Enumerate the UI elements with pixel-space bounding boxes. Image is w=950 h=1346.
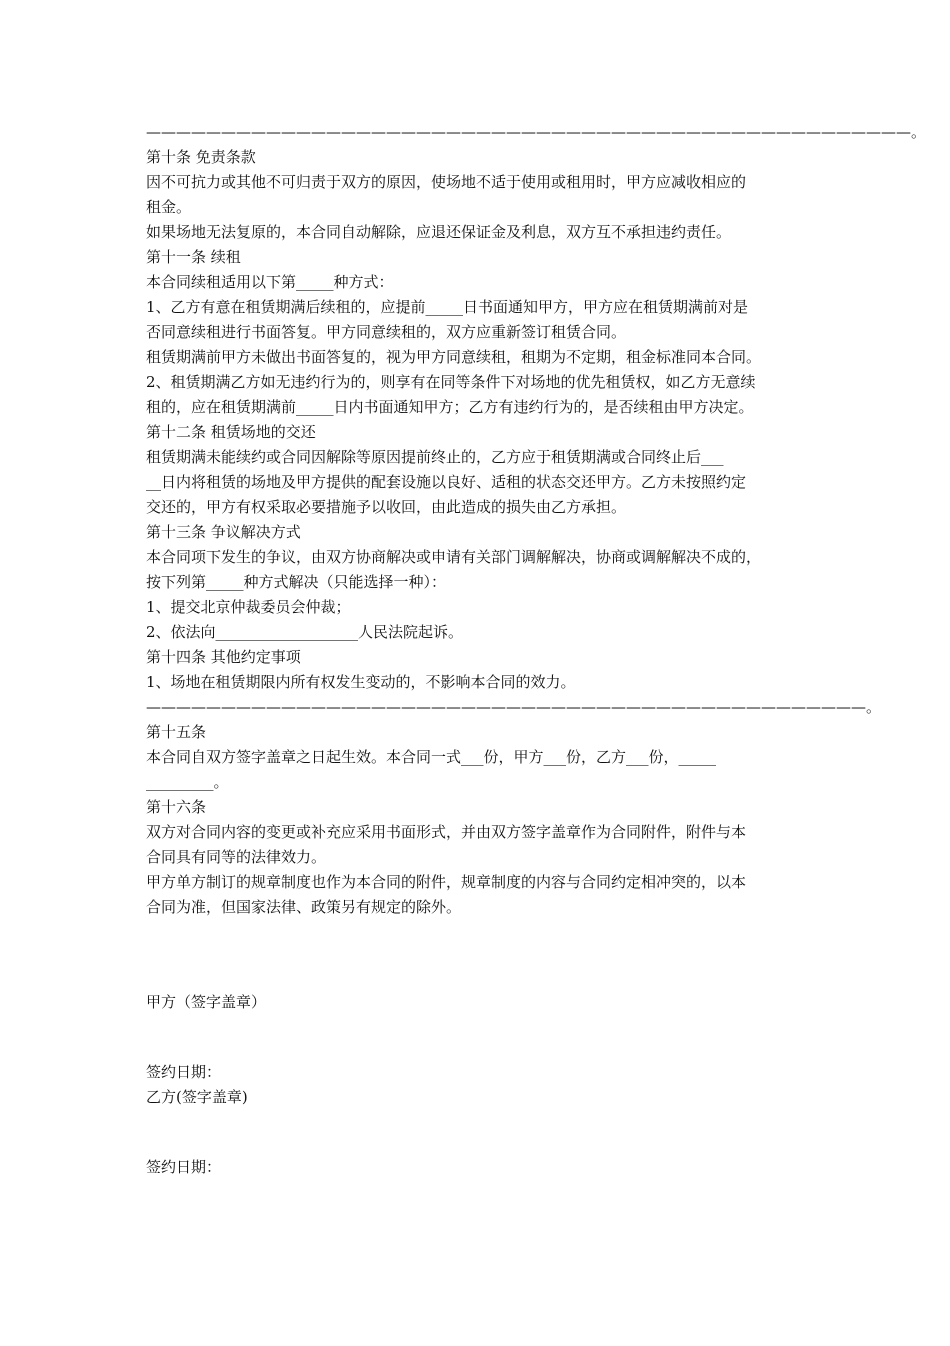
paragraph-line: 1、场地在租赁期限内所有权发生变动的，不影响本合同的效力。 <box>146 673 576 691</box>
paragraph-line: 交还的，甲方有权采取必要措施予以收回，由此造成的损失由乙方承担。 <box>146 498 627 516</box>
party-a-date-label: 签约日期： <box>146 1063 222 1081</box>
paragraph-line: 租的，应在租赁期满前_____日内书面通知甲方；乙方有违约行为的，是否续租由甲方决定。 <box>146 398 754 416</box>
paragraph-line: 租赁期满前甲方未做出书面答复的，视为甲方同意续租，租期为不定期，租金标准同本合同。 <box>146 348 762 366</box>
party-b-signature-label: 乙方(签字盖章) <box>146 1088 248 1106</box>
party-b-date-label: 签约日期： <box>146 1158 222 1176</box>
article-10-heading: 第十条 免责条款 <box>146 148 256 166</box>
contract-body <box>146 120 927 1180</box>
paragraph-line: 否同意续租进行书面答复。甲方同意续租的，双方应重新签订租赁合同。 <box>146 323 627 341</box>
spacer <box>146 1015 822 1060</box>
paragraph-line: 租赁期满未能续约或合同因解除等原因提前终止的，乙方应于租赁期满或合同终止后___ <box>146 448 724 466</box>
fill-blank-line: ————————————————————————————————————————————————。 <box>146 698 882 716</box>
paragraph-line: _________。 <box>146 773 229 791</box>
paragraph-line: 合同具有同等的法律效力。 <box>146 848 327 866</box>
article-11-heading: 第十一条 续租 <box>146 248 241 266</box>
paragraph-line: 本合同续租适用以下第_____种方式： <box>146 273 394 291</box>
spacer <box>146 920 822 990</box>
paragraph-line: 租金。 <box>146 198 192 216</box>
paragraph-line: 1、乙方有意在租赁期满后续租的，应提前_____日书面通知甲方，甲方应在租赁期满前对是 <box>146 298 749 316</box>
paragraph-line: 1、提交北京仲裁委员会仲裁； <box>146 598 351 616</box>
paragraph-line: 因不可抗力或其他不可归责于双方的原因，使场地不适于使用或租用时，甲方应减收相应的 <box>146 173 747 191</box>
paragraph-line: 2、依法向___________________人民法院起诉。 <box>146 623 464 641</box>
paragraph-line: 如果场地无法复原的，本合同自动解除，应退还保证金及利息，双方互不承担违约责任。 <box>146 223 732 241</box>
paragraph-line: 2、租赁期满乙方如无违约行为的，则享有在同等条件下对场地的优先租赁权，如乙方无意续 <box>146 373 756 391</box>
paragraph-line: 甲方单方制订的规章制度也作为本合同的附件，规章制度的内容与合同约定相冲突的，以本 <box>146 873 747 891</box>
article-12-heading: 第十二条 租赁场地的交还 <box>146 423 316 441</box>
paragraph-line: 双方对合同内容的变更或补充应采用书面形式，并由双方签字盖章作为合同附件，附件与本 <box>146 823 747 841</box>
article-15-heading: 第十五条 <box>146 723 207 741</box>
paragraph-line: 按下列第_____种方式解决（只能选择一种）： <box>146 573 447 591</box>
spacer <box>146 1110 822 1155</box>
paragraph-line: 本合同项下发生的争议，由双方协商解决或申请有关部门调解解决，协商或调解解决不成的， <box>146 548 762 566</box>
fill-blank-line: ———————————————————————————————————————————————————。 <box>146 123 927 141</box>
article-13-heading: 第十三条 争议解决方式 <box>146 523 301 541</box>
paragraph-line: __日内将租赁的场地及甲方提供的配套设施以良好、适租的状态交还甲方。乙方未按照约定 <box>146 473 747 491</box>
party-a-signature-label: 甲方（签字盖章） <box>146 993 267 1011</box>
paragraph-line: 本合同自双方签字盖章之日起生效。本合同一式___份，甲方___份，乙方___份，_____ <box>146 748 717 766</box>
article-14-heading: 第十四条 其他约定事项 <box>146 648 301 666</box>
paragraph-line: 合同为准，但国家法律、政策另有规定的除外。 <box>146 898 462 916</box>
article-16-heading: 第十六条 <box>146 798 207 816</box>
